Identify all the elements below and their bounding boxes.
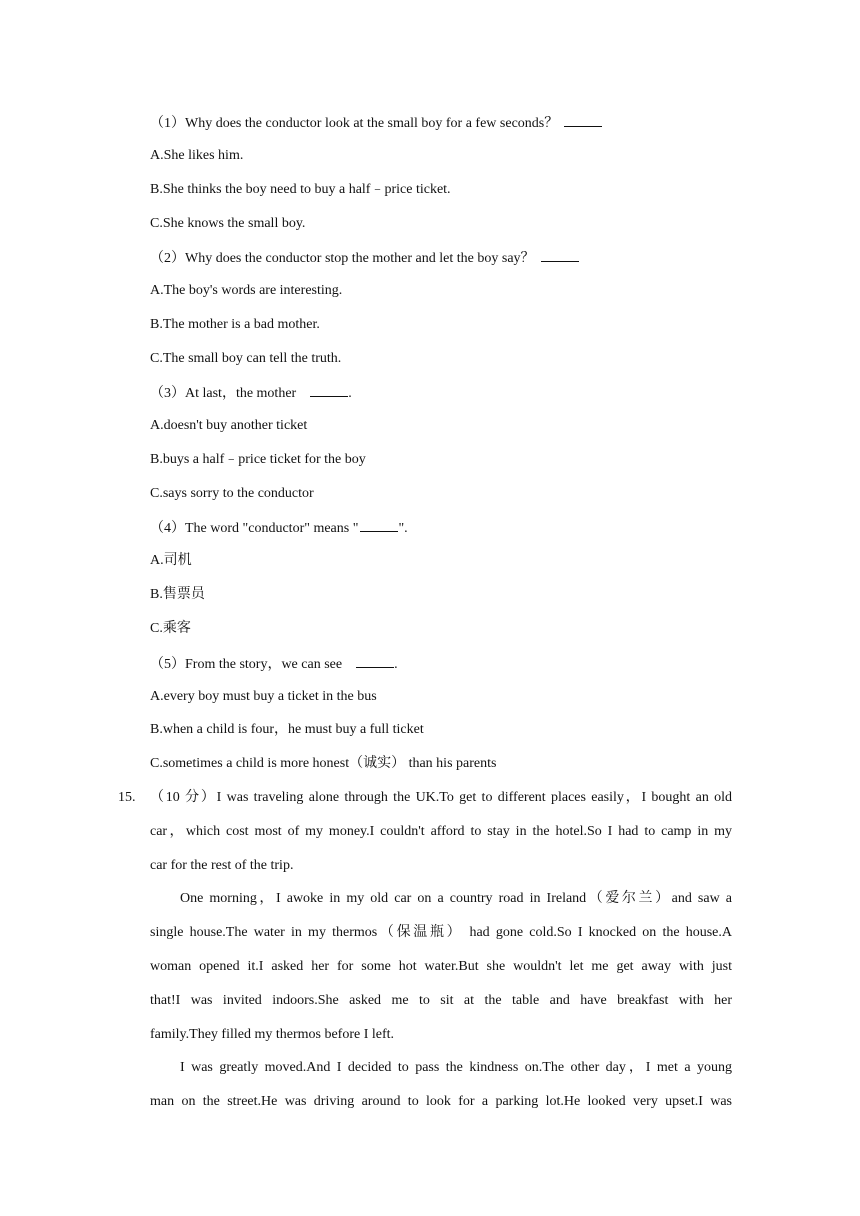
passage-line: One morning，I awoke in my old car on a country road in Ireland（爱尔兰）and saw a (180, 891, 732, 906)
stem-text: （4）The word "conductor" means " (150, 521, 359, 536)
stem-text: （2）Why does the conductor stop the mother and let the boy say？ (150, 251, 535, 266)
option-b: B.The mother is a bad mother. (150, 317, 320, 332)
option-b: B.when a child is four，he must buy a full ticket (150, 722, 424, 737)
stem-text-after: ". (398, 521, 408, 536)
passage-line: （10 分）I was traveling alone through the UK.To get to different places easily，I bought an old (150, 790, 732, 805)
passage-line: car for the rest of the trip. (150, 858, 294, 873)
passage-line: family.They filled my thermos before I left. (150, 1027, 395, 1042)
passage-line: car，which cost most of my money.I couldn't afford to stay in the hotel.So I had to camp in my (150, 824, 732, 839)
stem-text: （1）Why does the conductor look at the small boy for a few seconds？ (150, 116, 559, 131)
option-b: B.She thinks the boy need to buy a half﹣price ticket. (150, 182, 451, 197)
passage-line: I was greatly moved.And I decided to pass the kindness on.The other day，I met a young (180, 1060, 732, 1075)
passage-line: woman opened it.I asked her for some hot water.But she wouldn't let me get away with just (150, 959, 732, 974)
question-stem (150, 382, 352, 404)
question-number: 15. (118, 790, 136, 805)
question-stem (150, 517, 408, 539)
answer-blank[interactable] (360, 517, 398, 532)
option-c: C.The small boy can tell the truth. (150, 351, 342, 366)
option-a: A.doesn't buy another ticket (150, 418, 308, 433)
option-a: A.every boy must buy a ticket in the bus (150, 689, 377, 704)
question-stem (150, 112, 602, 134)
stem-text: （5）From the story，we can see (150, 657, 343, 672)
question-stem (150, 247, 579, 269)
answer-blank[interactable] (356, 653, 394, 668)
passage-line: that!I was invited indoors.She asked me to sit at the table and have breakfast with her (150, 993, 732, 1008)
option-a: A.司机 (150, 553, 192, 568)
option-c: C.She knows the small boy. (150, 216, 306, 231)
answer-blank[interactable] (310, 382, 348, 397)
option-a: A.The boy's words are interesting. (150, 283, 343, 298)
passage-line: single house.The water in my thermos（保温瓶） had gone cold.So I knocked on the house.A (150, 925, 732, 940)
stem-text: （3）At last，the mother (150, 386, 297, 401)
option-c: C.乘客 (150, 621, 191, 636)
answer-blank[interactable] (564, 112, 602, 127)
option-c: C.says sorry to the conductor (150, 486, 314, 501)
passage-line: man on the street.He was driving around to look for a parking lot.He looked very upset.I was (150, 1094, 732, 1109)
stem-text-after: . (348, 386, 352, 401)
question-stem (150, 653, 398, 675)
answer-blank[interactable] (541, 247, 579, 262)
option-b: B.buys a half﹣price ticket for the boy (150, 452, 366, 467)
option-c: C.sometimes a child is more honest（诚实） than his parents (150, 756, 497, 771)
stem-text-after: . (394, 657, 398, 672)
option-b: B.售票员 (150, 587, 205, 602)
option-a: A.She likes him. (150, 148, 244, 163)
